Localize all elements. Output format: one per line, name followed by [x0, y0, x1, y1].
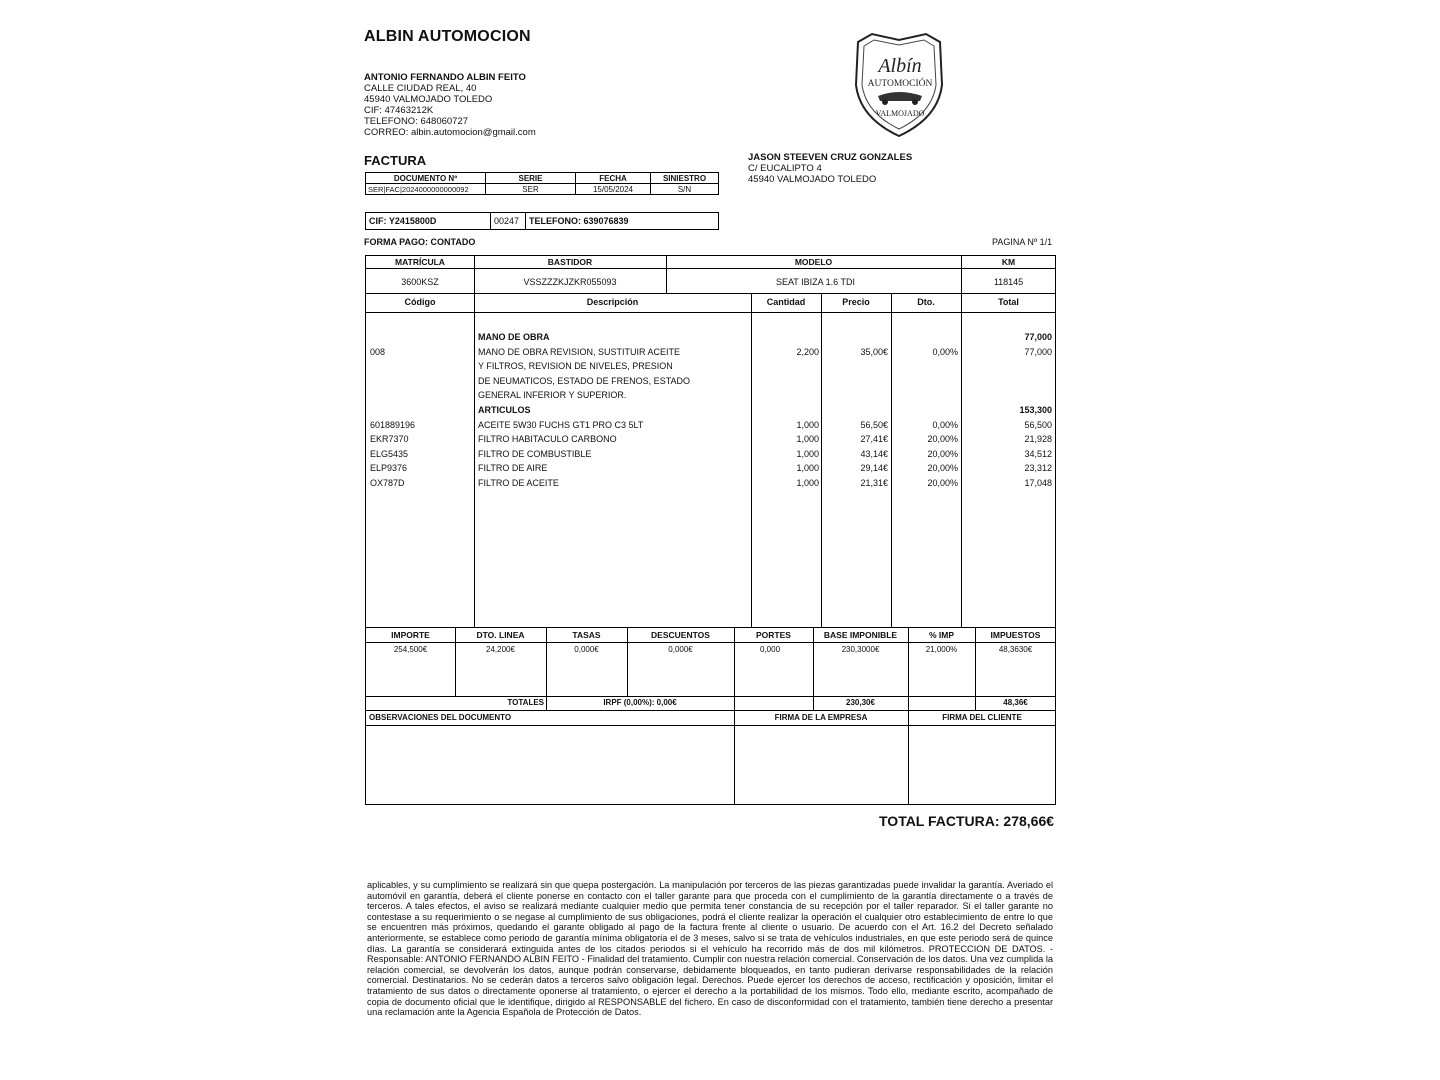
- line-desc: MANO DE OBRA: [478, 332, 550, 342]
- col-total-header: Total: [998, 297, 1019, 307]
- col-precio-header: Precio: [842, 297, 870, 307]
- page-number: PAGINA Nº 1/1: [992, 237, 1053, 247]
- line-item-row: [366, 420, 1055, 434]
- base-total: 230,30€: [846, 698, 875, 707]
- line-desc: DE NEUMATICOS, ESTADO DE FRENOS, ESTADO: [478, 375, 691, 386]
- issuer-cif: CIF: 47463212K: [364, 105, 434, 116]
- col-dto-header: Dto.: [917, 297, 935, 307]
- line-item-row: [366, 478, 1055, 492]
- vehicle-matricula: 3600KSZ: [401, 277, 439, 287]
- invoice-title: FACTURA: [364, 153, 427, 168]
- doc-serie-header: SERIE: [486, 173, 576, 184]
- line-dto: 20,00%: [927, 463, 958, 474]
- line-precio: 21,31€: [860, 478, 888, 488]
- vehicle-km-header: KM: [1001, 257, 1016, 267]
- line-precio: 43,14€: [860, 448, 888, 459]
- client-city: 45940 VALMOJADO TOLEDO: [748, 174, 877, 185]
- legal-text: aplicables, y su cumplimiento se realizará sin que quepa postergación. La manipulación por terceros de las piezas garantizadas puede invalidar la garantía. Averiado el automóvil en garantía, deberá el cliente ponerse en contacto con el taller garante para que proceda con el cumplimiento de la garantía directamente o a través de terceros. A tales efectos, el aviso se realizará mediante cualquier medio que permita tener constancia de su recepción por el taller reparador. Si el taller garante no contestase a su requerimiento o se negase al cumplimiento de sus obligaciones, podrá el cliente realizar la operación el cualquier otro establecimiento de entre lo que se encuentren más próximos, quedando el garante obligado al pago de la factura frente al cliente o usuario. De acuerdo con el Art. 16.2 del Decreto señalado anteriormente, se establece como periodo de garantía mínima obligatoria el de 3 meses, salvo si se trata de vehículos industriales, en que este periodo será de quince días. La garantía se considerará extinguida antes de los citados periodos si el vehículo ha recorrido más de dos mil kilómetros. PROTECCION DE DATOS. - Responsable: ANTONIO FERNANDO ALBIN FEITO - Finalidad del tratamiento. Cumplir con nuestra relación comercial. Conservación de los datos. Una vez cumplida la relación comercial, se devolverán los datos, aunque podrán conservarse, debidamente bloqueados, en tanto pudieran derivarse responsabilidades de la relación comercial. Destinatarios. No se cederán datos a terceros salvo obligación legal. Derechos. Puede ejercer los derechos de acceso, rectificación y oposición, limitar el tratamiento de sus datos o directamente oponerse al tratamiento, o ejercer el derecho a la portabilidad de los mismos. Todo ello, mediante escrito, acompañado de copia de documento oficial que le identifique, dirigido al RESPONSABLE del fichero. En caso de disconformidad con el tratamiento, también tiene derecho a presentar una reclamación ante la Agencia Española de Protección de Datos.: [367, 880, 1053, 1018]
- sum-base-header: BASE IMPONIBLE: [823, 630, 898, 640]
- divider: [366, 312, 1055, 313]
- firma-empresa-label: FIRMA DE LA EMPRESA: [774, 713, 868, 722]
- line-precio: 29,14€: [860, 463, 888, 474]
- line-total: 34,512: [1024, 448, 1052, 459]
- line-dto: 0,00%: [932, 346, 958, 357]
- line-desc: Y FILTROS, REVISION DE NIVELES, PRESION: [478, 361, 673, 372]
- line-total: 77,000: [1024, 346, 1052, 357]
- col-cantidad-header: Cantidad: [766, 297, 806, 307]
- vehicle-km: 118145: [993, 277, 1024, 287]
- doc-serie: SER: [486, 184, 576, 195]
- line-desc: FILTRO DE COMBUSTIBLE: [478, 448, 592, 459]
- line-total: 17,048: [1024, 478, 1052, 488]
- totales-label: TOTALES: [507, 698, 544, 707]
- client-phone: TELEFONO: 639076839: [526, 213, 719, 230]
- logo-text-2: AUTOMOCIÓN: [867, 79, 933, 89]
- client-block: [748, 152, 912, 185]
- logo-text-3: VALMOJADO: [875, 109, 925, 118]
- vehicle-bastidor-header: BASTIDOR: [547, 257, 593, 267]
- lines-table: [365, 255, 1056, 628]
- sum-base: 230,3000€: [841, 645, 880, 654]
- client-address: C/ EUCALIPTO 4: [748, 163, 822, 174]
- issuer-block: [364, 72, 536, 138]
- divider: [366, 293, 1055, 294]
- observaciones-label: OBSERVACIONES DEL DOCUMENTO: [369, 713, 512, 722]
- firma-cliente-label: FIRMA DEL CLIENTE: [942, 713, 1022, 722]
- line-cant: 1,000: [796, 478, 819, 488]
- line-precio: 35,00€: [860, 346, 888, 357]
- line-dto: 20,00%: [927, 478, 958, 488]
- line-item-row: [366, 347, 1055, 361]
- line-precio: 27,41€: [860, 434, 888, 445]
- client-cif: CIF: Y2415800D: [366, 213, 491, 230]
- sum-importe-header: IMPORTE: [391, 630, 430, 640]
- logo-text-1: Albín: [878, 55, 922, 77]
- line-dto: 0,00%: [932, 419, 958, 430]
- line-code: ELG5435: [370, 448, 409, 459]
- issuer-owner: ANTONIO FERNANDO ALBIN FEITO: [364, 72, 526, 83]
- vehicle-modelo-header: MODELO: [794, 257, 833, 267]
- sum-dtolinea-header: DTO. LINEA: [476, 630, 525, 640]
- divider: [366, 268, 1055, 269]
- vehicle-matricula-header: MATRÍCULA: [395, 257, 445, 267]
- vehicle-modelo: SEAT IBIZA 1.6 TDI: [775, 277, 855, 287]
- sum-portes-header: PORTES: [756, 630, 791, 640]
- line-total: 56,500: [1024, 419, 1052, 430]
- line-item-row: [366, 405, 1055, 419]
- company-logo: [850, 30, 948, 140]
- doc-siniestro: S/N: [651, 184, 719, 195]
- line-total: 21,928: [1024, 434, 1052, 445]
- sum-descuentos-header: DESCUENTOS: [651, 630, 710, 640]
- sum-descuentos: 0,000€: [668, 645, 693, 654]
- line-item-row: [366, 449, 1055, 463]
- col-descripcion-header: Descripción: [586, 297, 639, 307]
- invoice-doc-table: [365, 172, 719, 195]
- line-item-row: [366, 361, 1055, 375]
- doc-fecha-header: FECHA: [576, 173, 651, 184]
- issuer-city: 45940 VALMOJADO TOLEDO: [364, 94, 493, 105]
- line-desc: ARTICULOS: [478, 405, 531, 415]
- total-factura: TOTAL FACTURA: 278,66€: [879, 813, 1055, 829]
- line-desc: FILTRO DE ACEITE: [478, 478, 559, 488]
- line-code: EKR7370: [370, 434, 409, 445]
- client-name: JASON STEEVEN CRUZ GONZALES: [748, 152, 913, 163]
- col-codigo-header: Código: [404, 297, 436, 307]
- totals-table: [365, 627, 1056, 805]
- sum-portes: 0,000: [760, 645, 781, 654]
- line-code: ELP9376: [370, 463, 408, 474]
- client-code: 00247: [491, 213, 526, 230]
- line-desc: FILTRO DE AIRE: [478, 463, 548, 474]
- issuer-address: CALLE CIUDAD REAL, 40: [364, 83, 477, 94]
- divider: [366, 725, 1055, 726]
- line-item-row: [366, 332, 1055, 346]
- line-precio: 56,50€: [860, 419, 888, 430]
- irpf: IRPF (0,00%): 0,00€: [603, 698, 677, 707]
- sum-tasas: 0,000€: [574, 645, 599, 654]
- company-name: ALBIN AUTOMOCION: [364, 28, 531, 45]
- sum-impuestos: 48,3630€: [998, 645, 1033, 654]
- issuer-phone: TELEFONO: 648060727: [364, 116, 469, 127]
- line-total: 23,312: [1024, 463, 1052, 474]
- doc-siniestro-header: SINIESTRO: [651, 173, 719, 184]
- sum-pctimp: 21,000%: [925, 645, 958, 654]
- line-cant: 1,000: [796, 463, 819, 474]
- line-desc: ACEITE 5W30 FUCHS GT1 PRO C3 5LT: [478, 419, 644, 430]
- doc-number: SER|FAC|2024000000000092: [366, 184, 486, 195]
- divider: [366, 642, 1055, 643]
- sum-dtolinea: 24,200€: [486, 645, 515, 654]
- line-cant: 1,000: [796, 448, 819, 459]
- line-code: 601889196: [370, 419, 416, 430]
- issuer-email: CORREO: albin.automocion@gmail.com: [364, 127, 536, 138]
- line-desc: FILTRO HABITACULO CARBONO: [478, 434, 617, 445]
- doc-number-header: DOCUMENTO Nº: [366, 173, 486, 184]
- line-cant: 1,000: [796, 434, 819, 445]
- line-total: 77,000: [1024, 332, 1052, 342]
- line-code: OX787D: [370, 478, 405, 488]
- divider: [366, 696, 1055, 697]
- line-cant: 2,200: [796, 346, 819, 357]
- sum-importe: 254,500€: [393, 645, 428, 654]
- line-item-row: [366, 463, 1055, 477]
- line-dto: 20,00%: [927, 434, 958, 445]
- line-item-row: [366, 376, 1055, 390]
- sum-pctimp-header: % IMP: [928, 630, 955, 640]
- line-code: 008: [370, 346, 386, 357]
- line-cant: 1,000: [796, 419, 819, 430]
- vehicle-bastidor: VSSZZZKJZKR055093: [523, 277, 617, 287]
- impuestos-total: 48,36€: [1003, 698, 1028, 707]
- line-item-row: [366, 390, 1055, 404]
- line-total: 153,300: [1019, 405, 1052, 415]
- doc-fecha: 15/05/2024: [576, 184, 651, 195]
- line-dto: 20,00%: [927, 448, 958, 459]
- sum-impuestos-header: IMPUESTOS: [990, 630, 1041, 640]
- line-desc: GENERAL INFERIOR Y SUPERIOR.: [478, 390, 627, 401]
- sum-tasas-header: TASAS: [572, 630, 601, 640]
- divider: [366, 710, 1055, 711]
- payment-method: FORMA PAGO: CONTADO: [364, 237, 476, 247]
- client-cif-table: [365, 212, 719, 230]
- line-item-row: [366, 434, 1055, 448]
- line-desc: MANO DE OBRA REVISION, SUSTITUIR ACEITE: [478, 346, 681, 357]
